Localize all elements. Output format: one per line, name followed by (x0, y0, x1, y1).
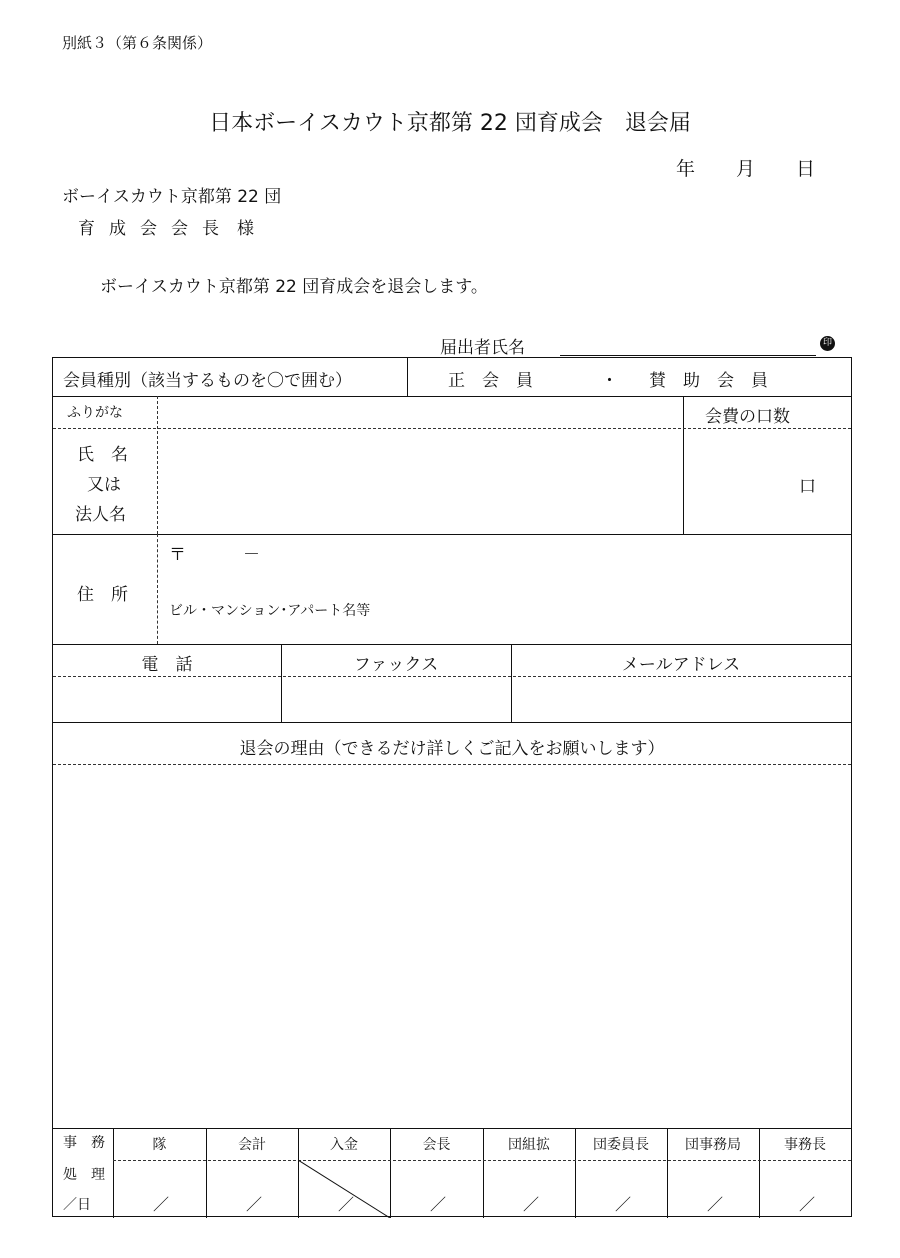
withdrawal-form (52, 357, 852, 1217)
reason-label: 退会の理由（できるだけ詳しくご記入をお願いします） (239, 739, 665, 759)
submitter-name-label: 届出者氏名 (440, 338, 525, 358)
withdrawal-statement: ボーイスカウト京都第 22 団育成会を退会します。 (100, 277, 488, 297)
office-col-payment: 入金 (330, 1137, 358, 1153)
office-col-secretariat: 団事務局 (685, 1137, 741, 1153)
corporation-name-label: 法人名 (75, 505, 126, 525)
form-reference: 別紙３（第６条関係） (62, 34, 213, 52)
date-day: 日 (796, 158, 816, 180)
date-year: 年 (676, 158, 696, 180)
member-type-label: 会員種別（該当するものを〇で囲む） (63, 371, 352, 391)
office-col-chair: 会長 (422, 1137, 451, 1153)
office-col-committee-chair: 団委員長 (593, 1137, 649, 1153)
addressee-role: 育成会会長 (78, 219, 233, 239)
document-title: 日本ボーイスカウト京都第 22 団育成会 退会届 (209, 111, 691, 136)
office-date-slash[interactable]: ／ (430, 1195, 447, 1214)
addressee-honorific: 様 (237, 219, 268, 239)
office-date-slash[interactable]: ／ (153, 1195, 170, 1214)
office-date-slash[interactable]: ／ (338, 1195, 355, 1214)
office-date-slash[interactable]: ／ (799, 1195, 816, 1214)
building-label: ビル・マンション･アパート名等 (169, 603, 371, 619)
postal-dash: － (243, 545, 260, 565)
submitter-name-field[interactable] (560, 355, 816, 356)
member-type-separator: ・ (601, 371, 618, 391)
office-col-secretary-general: 事務長 (784, 1137, 826, 1153)
office-date-slash[interactable]: ／ (615, 1195, 632, 1214)
office-col-troop: 隊 (152, 1137, 167, 1153)
date-month: 月 (736, 158, 756, 180)
office-col-accounting: 会計 (238, 1137, 266, 1153)
seal-mark: 印 (820, 336, 835, 351)
office-date-slash[interactable]: ／ (523, 1195, 540, 1214)
furigana-label: ふりがな (67, 405, 123, 421)
address-label: 住 所 (77, 585, 128, 605)
office-date-slash[interactable]: ／ (246, 1195, 263, 1214)
units-suffix: 口 (799, 477, 816, 497)
date-slash-label: ／日 (63, 1197, 91, 1213)
member-type-regular[interactable]: 正 会 員 (448, 371, 533, 391)
office-label: 事 務 (63, 1135, 105, 1151)
name-label: 氏 名 (77, 445, 128, 465)
office-date-slash[interactable]: ／ (707, 1195, 724, 1214)
processing-label: 処 理 (63, 1167, 105, 1183)
email-label: メールアドレス (621, 655, 741, 675)
member-type-supporting[interactable]: 賛 助 会 員 (649, 371, 768, 391)
addressee-organization: ボーイスカウト京都第 22 団 (62, 187, 282, 207)
name-or-label: 又は (87, 475, 121, 495)
units-label: 会費の口数 (705, 407, 790, 427)
postal-mark: 〒 (169, 545, 186, 565)
phone-label: 電 話 (141, 655, 193, 675)
addressee-title (78, 214, 268, 239)
fax-label: ファックス (353, 655, 439, 675)
office-col-expansion: 団組拡 (508, 1137, 550, 1153)
